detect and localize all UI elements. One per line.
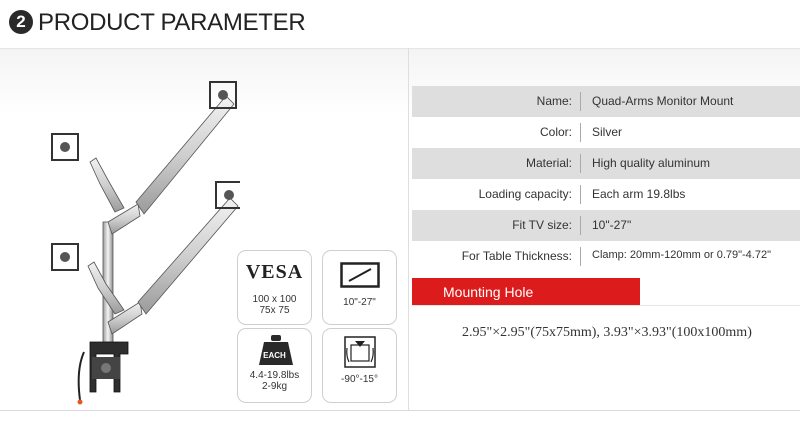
spec-separator	[580, 92, 581, 111]
monitor-icon	[340, 262, 380, 288]
screen-size-caption: 10"-27"	[343, 297, 376, 308]
monitor-mount-drawing	[40, 52, 240, 412]
tilt-icon	[344, 336, 376, 368]
weight-lbs: 4.4-19.8lbs	[249, 370, 300, 381]
spec-separator	[580, 154, 581, 173]
spec-value: High quality aluminum	[592, 156, 711, 170]
panel-divider	[408, 48, 409, 410]
mounting-hole-banner	[412, 278, 640, 306]
vesa-size-2: 75x 75	[259, 305, 290, 316]
spec-row-fit-size	[412, 210, 800, 241]
section-title: PRODUCT PARAMETER	[38, 9, 306, 36]
mounting-underline	[412, 305, 800, 306]
vesa-icon-box	[237, 250, 312, 325]
spec-separator	[580, 123, 581, 142]
spec-row-color	[412, 117, 800, 148]
tilt-icon-box	[322, 328, 397, 403]
spec-separator	[580, 185, 581, 204]
vesa-size-1: 100 x 100	[252, 294, 297, 305]
tilt-caption: -90°-15°	[341, 374, 378, 385]
spec-label: Name:	[536, 94, 572, 108]
spec-value: Silver	[592, 125, 623, 139]
spec-label: Color:	[539, 125, 572, 139]
mounting-hole-sizes: 2.95"×2.95"(75x75mm), 3.93"×3.93"(100x100mm)	[462, 325, 752, 340]
spec-separator	[580, 216, 581, 235]
spec-value: Quad-Arms Monitor Mount	[592, 94, 734, 108]
spec-label: For Table Thickness:	[461, 249, 572, 263]
spec-table	[412, 86, 800, 272]
vesa-label: VESA	[245, 261, 304, 283]
weight-icon	[258, 334, 294, 366]
spec-label: Loading capacity:	[478, 187, 572, 201]
screen-size-icon-box	[322, 250, 397, 325]
spec-value: 10"-27"	[592, 218, 632, 232]
spec-row-loading-capacity	[412, 179, 800, 210]
spec-value: Each arm 19.8lbs	[592, 187, 686, 201]
section-header	[0, 0, 800, 48]
product-illustration	[40, 52, 240, 412]
section-number-badge: 2	[9, 10, 33, 34]
spec-row-name	[412, 86, 800, 117]
weight-each-badge: EACH	[263, 351, 286, 360]
mounting-hole-label: Mounting Hole	[443, 284, 534, 300]
weight-icon-box	[237, 328, 312, 403]
spec-row-table-thickness	[412, 241, 800, 272]
spec-value: Clamp: 20mm-120mm or 0.79"-4.72"	[592, 249, 771, 261]
spec-separator	[580, 247, 581, 266]
weight-kg: 2-9kg	[261, 381, 287, 392]
spec-row-material	[412, 148, 800, 179]
spec-label: Material:	[525, 156, 572, 170]
spec-label: Fit TV size:	[512, 218, 572, 232]
